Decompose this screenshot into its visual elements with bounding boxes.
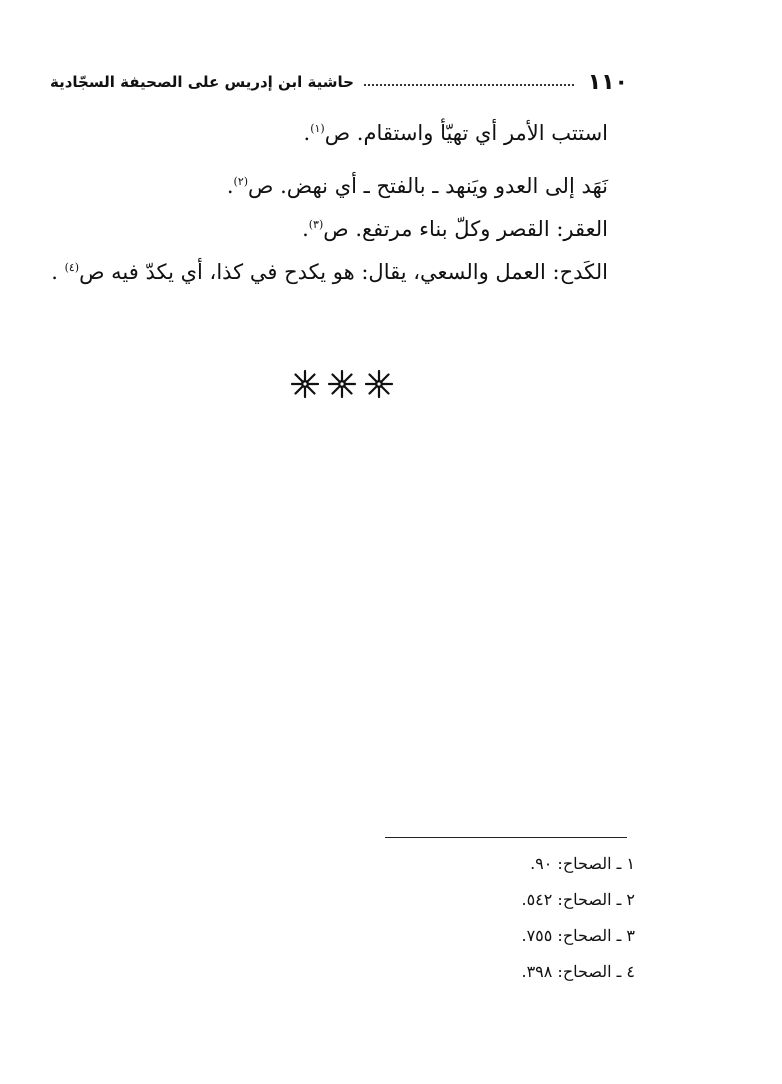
page-number: ١١٠: [587, 69, 628, 95]
section-ornament: [290, 364, 394, 404]
entry-end: .: [51, 260, 65, 284]
footnotes: [380, 852, 635, 996]
entry-text: استتب الأمر أي تهيّأ واستقام. ص: [324, 121, 608, 145]
entry-end: .: [302, 217, 309, 241]
entry-end: .: [303, 121, 311, 145]
footnote-ref: (٢): [233, 175, 249, 188]
entry-text: الكَدح: العمل والسعي، يقال: هو يكدح في كذا، أي يكدّ فيه ص: [79, 260, 608, 284]
running-title: حاشية ابن إدريس على الصحيفة السجّادية: [50, 73, 354, 91]
entry-text: العقر: القصر وكلّ بناء مرتفع. ص: [323, 217, 608, 241]
entry-al-kadh: [51, 259, 608, 285]
footnote-2: ٢ ـ الصحاح: ٥٤٢.: [521, 890, 635, 909]
footnote-4: ٤ ـ الصحاح: ٣٩٨.: [521, 962, 635, 981]
footnote-separator: [385, 837, 627, 838]
header-dotted-leader: [364, 84, 574, 86]
entry-istatabba: [60, 120, 608, 146]
footnote-1: ١ ـ الصحاح: ٩٠.: [530, 854, 635, 873]
flower-ornament-icon: [364, 369, 394, 399]
main-text: [51, 120, 608, 312]
flower-ornament-icon: [327, 369, 357, 399]
footnote-ref: (١): [310, 122, 325, 135]
footnote-3: ٣ ـ الصحاح: ٧٥٥.: [521, 926, 635, 945]
entry-nahada: [60, 173, 608, 199]
page-header: [50, 64, 628, 100]
entry-al-uqr: [60, 216, 608, 242]
footnote-ref: (٤): [64, 261, 80, 274]
entry-end: .: [226, 174, 234, 198]
entry-text: نَهَد إلى العدو ويَنهد ـ بالفتح ـ أي نهض. ص: [248, 174, 608, 198]
flower-ornament-icon: [290, 369, 320, 399]
footnote-ref: (٣): [308, 218, 324, 231]
